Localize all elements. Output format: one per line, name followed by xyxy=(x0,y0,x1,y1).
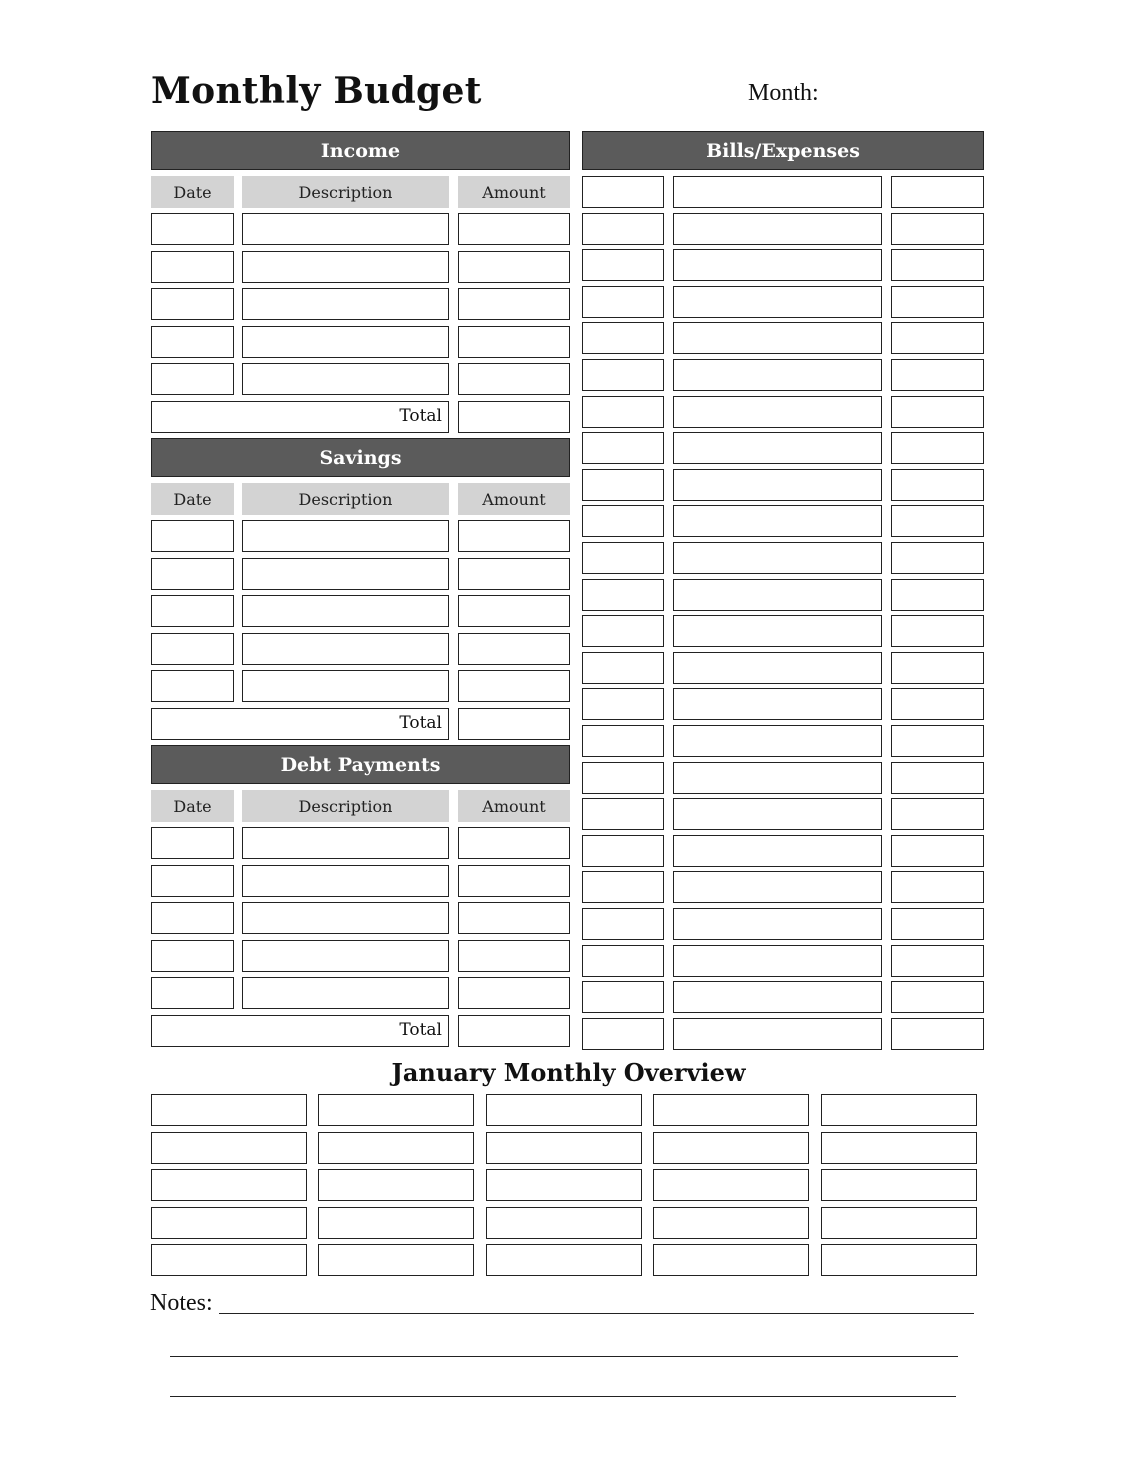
bills-date-cell[interactable] xyxy=(582,249,664,281)
debt-amount-cell[interactable] xyxy=(458,977,570,1009)
bills-amount-cell[interactable] xyxy=(891,396,984,428)
savings-total-label: Total xyxy=(151,708,449,740)
bills-amount-cell[interactable] xyxy=(891,359,984,391)
overview-cell[interactable] xyxy=(653,1169,809,1201)
savings-date-cell[interactable] xyxy=(151,520,234,552)
bills-amount-cell[interactable] xyxy=(891,762,984,794)
income-amount-cell[interactable] xyxy=(458,213,570,245)
bills-description-cell[interactable] xyxy=(673,688,882,720)
savings-amount-cell[interactable] xyxy=(458,633,570,665)
bills-date-cell[interactable] xyxy=(582,652,664,684)
bills-date-cell[interactable] xyxy=(582,579,664,611)
savings-column-header: Description xyxy=(242,483,449,515)
overview-cell[interactable] xyxy=(318,1207,474,1239)
bills-description-cell[interactable] xyxy=(673,176,882,208)
bills-amount-cell[interactable] xyxy=(891,213,984,245)
overview-cell[interactable] xyxy=(653,1244,809,1276)
savings-date-cell[interactable] xyxy=(151,633,234,665)
bills-amount-cell[interactable] xyxy=(891,579,984,611)
bills-date-cell[interactable] xyxy=(582,359,664,391)
overview-cell[interactable] xyxy=(821,1132,977,1164)
overview-cell[interactable] xyxy=(821,1244,977,1276)
income-total-amount-cell[interactable] xyxy=(458,401,570,433)
bills-date-cell[interactable] xyxy=(582,945,664,977)
bills-amount-cell[interactable] xyxy=(891,835,984,867)
debt-column-header: Description xyxy=(242,790,449,822)
bills-description-cell[interactable] xyxy=(673,615,882,647)
bills-date-cell[interactable] xyxy=(582,835,664,867)
savings-amount-cell[interactable] xyxy=(458,520,570,552)
income-description-cell[interactable] xyxy=(242,213,449,245)
debt-date-cell[interactable] xyxy=(151,827,234,859)
bills-date-cell[interactable] xyxy=(582,176,664,208)
overview-cell[interactable] xyxy=(318,1244,474,1276)
debt-amount-cell[interactable] xyxy=(458,940,570,972)
bills-date-cell[interactable] xyxy=(582,542,664,574)
savings-description-cell[interactable] xyxy=(242,558,449,590)
income-total-label: Total xyxy=(151,401,449,433)
overview-cell[interactable] xyxy=(318,1169,474,1201)
bills-description-cell[interactable] xyxy=(673,908,882,940)
bills-date-cell[interactable] xyxy=(582,322,664,354)
bills-description-cell[interactable] xyxy=(673,432,882,464)
bills-description-cell[interactable] xyxy=(673,542,882,574)
overview-cell[interactable] xyxy=(653,1132,809,1164)
bills-date-cell[interactable] xyxy=(582,798,664,830)
bills-description-cell[interactable] xyxy=(673,249,882,281)
bills-description-cell[interactable] xyxy=(673,798,882,830)
income-amount-cell[interactable] xyxy=(458,326,570,358)
debt-date-cell[interactable] xyxy=(151,902,234,934)
bills-date-cell[interactable] xyxy=(582,396,664,428)
overview-cell[interactable] xyxy=(151,1094,307,1126)
bills-amount-cell[interactable] xyxy=(891,945,984,977)
bills-description-cell[interactable] xyxy=(673,945,882,977)
debt-amount-cell[interactable] xyxy=(458,827,570,859)
income-date-cell[interactable] xyxy=(151,251,234,283)
bills-amount-cell[interactable] xyxy=(891,322,984,354)
income-column-header: Description xyxy=(242,176,449,208)
debt-description-cell[interactable] xyxy=(242,940,449,972)
overview-cell[interactable] xyxy=(653,1207,809,1239)
bills-date-cell[interactable] xyxy=(582,908,664,940)
savings-description-cell[interactable] xyxy=(242,520,449,552)
overview-cell[interactable] xyxy=(486,1244,642,1276)
bills-description-cell[interactable] xyxy=(673,871,882,903)
overview-cell[interactable] xyxy=(151,1244,307,1276)
income-amount-cell[interactable] xyxy=(458,251,570,283)
income-amount-cell[interactable] xyxy=(458,288,570,320)
bills-amount-cell[interactable] xyxy=(891,469,984,501)
debt-description-cell[interactable] xyxy=(242,827,449,859)
bills-amount-cell[interactable] xyxy=(891,652,984,684)
overview-cell[interactable] xyxy=(821,1169,977,1201)
savings-amount-cell[interactable] xyxy=(458,558,570,590)
bills-amount-cell[interactable] xyxy=(891,249,984,281)
bills-date-cell[interactable] xyxy=(582,981,664,1013)
bills-amount-cell[interactable] xyxy=(891,871,984,903)
overview-cell[interactable] xyxy=(486,1169,642,1201)
debt-amount-cell[interactable] xyxy=(458,865,570,897)
savings-column-header: Date xyxy=(151,483,234,515)
debt-date-cell[interactable] xyxy=(151,865,234,897)
bills-date-cell[interactable] xyxy=(582,213,664,245)
savings-date-cell[interactable] xyxy=(151,558,234,590)
income-date-cell[interactable] xyxy=(151,213,234,245)
bills-amount-cell[interactable] xyxy=(891,542,984,574)
bills-amount-cell[interactable] xyxy=(891,615,984,647)
bills-description-cell[interactable] xyxy=(673,725,882,757)
bills-amount-cell[interactable] xyxy=(891,688,984,720)
bills-description-cell[interactable] xyxy=(673,762,882,794)
notes-label: Notes: xyxy=(150,1290,213,1316)
debt-description-cell[interactable] xyxy=(242,865,449,897)
income-description-cell[interactable] xyxy=(242,251,449,283)
savings-amount-cell[interactable] xyxy=(458,595,570,627)
savings-description-cell[interactable] xyxy=(242,595,449,627)
income-description-cell[interactable] xyxy=(242,288,449,320)
bills-date-cell[interactable] xyxy=(582,505,664,537)
overview-cell[interactable] xyxy=(486,1207,642,1239)
overview-cell[interactable] xyxy=(151,1207,307,1239)
bills-description-cell[interactable] xyxy=(673,213,882,245)
bills-amount-cell[interactable] xyxy=(891,286,984,318)
savings-total-amount-cell[interactable] xyxy=(458,708,570,740)
debt-description-cell[interactable] xyxy=(242,977,449,1009)
bills-description-cell[interactable] xyxy=(673,505,882,537)
overview-title: January Monthly Overview xyxy=(391,1058,746,1087)
income-description-cell[interactable] xyxy=(242,363,449,395)
bills-description-cell[interactable] xyxy=(673,835,882,867)
overview-cell[interactable] xyxy=(821,1207,977,1239)
bills-description-cell[interactable] xyxy=(673,579,882,611)
debt-total-label: Total xyxy=(151,1015,449,1047)
page-title: Monthly Budget xyxy=(151,70,482,112)
bills-description-cell[interactable] xyxy=(673,469,882,501)
overview-cell[interactable] xyxy=(653,1094,809,1126)
income-date-cell[interactable] xyxy=(151,326,234,358)
bills-description-cell[interactable] xyxy=(673,1018,882,1050)
savings-description-cell[interactable] xyxy=(242,633,449,665)
month-label: Month: xyxy=(748,80,819,106)
bills-date-cell[interactable] xyxy=(582,469,664,501)
bills-date-cell[interactable] xyxy=(582,1018,664,1050)
income-header: Income xyxy=(151,131,570,170)
bills-description-cell[interactable] xyxy=(673,981,882,1013)
bills-date-cell[interactable] xyxy=(582,762,664,794)
debt-description-cell[interactable] xyxy=(242,902,449,934)
bills-amount-cell[interactable] xyxy=(891,798,984,830)
debt-column-header: Date xyxy=(151,790,234,822)
income-column-header: Amount xyxy=(458,176,570,208)
income-column-header: Date xyxy=(151,176,234,208)
bills-amount-cell[interactable] xyxy=(891,908,984,940)
overview-cell[interactable] xyxy=(318,1094,474,1126)
bills-amount-cell[interactable] xyxy=(891,981,984,1013)
bills-description-cell[interactable] xyxy=(673,322,882,354)
debt-date-cell[interactable] xyxy=(151,940,234,972)
overview-cell[interactable] xyxy=(151,1132,307,1164)
bills-amount-cell[interactable] xyxy=(891,1018,984,1050)
bills-date-cell[interactable] xyxy=(582,725,664,757)
bills-header: Bills/Expenses xyxy=(582,131,984,170)
savings-header: Savings xyxy=(151,438,570,477)
bills-amount-cell[interactable] xyxy=(891,505,984,537)
savings-date-cell[interactable] xyxy=(151,595,234,627)
debt-total-amount-cell[interactable] xyxy=(458,1015,570,1047)
bills-amount-cell[interactable] xyxy=(891,725,984,757)
debt-header: Debt Payments xyxy=(151,745,570,784)
bills-date-cell[interactable] xyxy=(582,615,664,647)
income-date-cell[interactable] xyxy=(151,288,234,320)
savings-description-cell[interactable] xyxy=(242,670,449,702)
debt-column-header: Amount xyxy=(458,790,570,822)
overview-cell[interactable] xyxy=(151,1169,307,1201)
overview-cell[interactable] xyxy=(821,1094,977,1126)
overview-cell[interactable] xyxy=(486,1094,642,1126)
notes-line[interactable] xyxy=(170,1396,956,1397)
bills-date-cell[interactable] xyxy=(582,688,664,720)
savings-date-cell[interactable] xyxy=(151,670,234,702)
bills-date-cell[interactable] xyxy=(582,432,664,464)
bills-description-cell[interactable] xyxy=(673,396,882,428)
debt-amount-cell[interactable] xyxy=(458,902,570,934)
savings-column-header: Amount xyxy=(458,483,570,515)
bills-amount-cell[interactable] xyxy=(891,432,984,464)
income-amount-cell[interactable] xyxy=(458,363,570,395)
overview-cell[interactable] xyxy=(486,1132,642,1164)
income-description-cell[interactable] xyxy=(242,326,449,358)
income-date-cell[interactable] xyxy=(151,363,234,395)
bills-description-cell[interactable] xyxy=(673,359,882,391)
overview-cell[interactable] xyxy=(318,1132,474,1164)
bills-date-cell[interactable] xyxy=(582,286,664,318)
notes-line[interactable] xyxy=(219,1313,974,1314)
savings-amount-cell[interactable] xyxy=(458,670,570,702)
bills-date-cell[interactable] xyxy=(582,871,664,903)
notes-line[interactable] xyxy=(170,1356,958,1357)
debt-date-cell[interactable] xyxy=(151,977,234,1009)
bills-description-cell[interactable] xyxy=(673,652,882,684)
bills-description-cell[interactable] xyxy=(673,286,882,318)
bills-amount-cell[interactable] xyxy=(891,176,984,208)
